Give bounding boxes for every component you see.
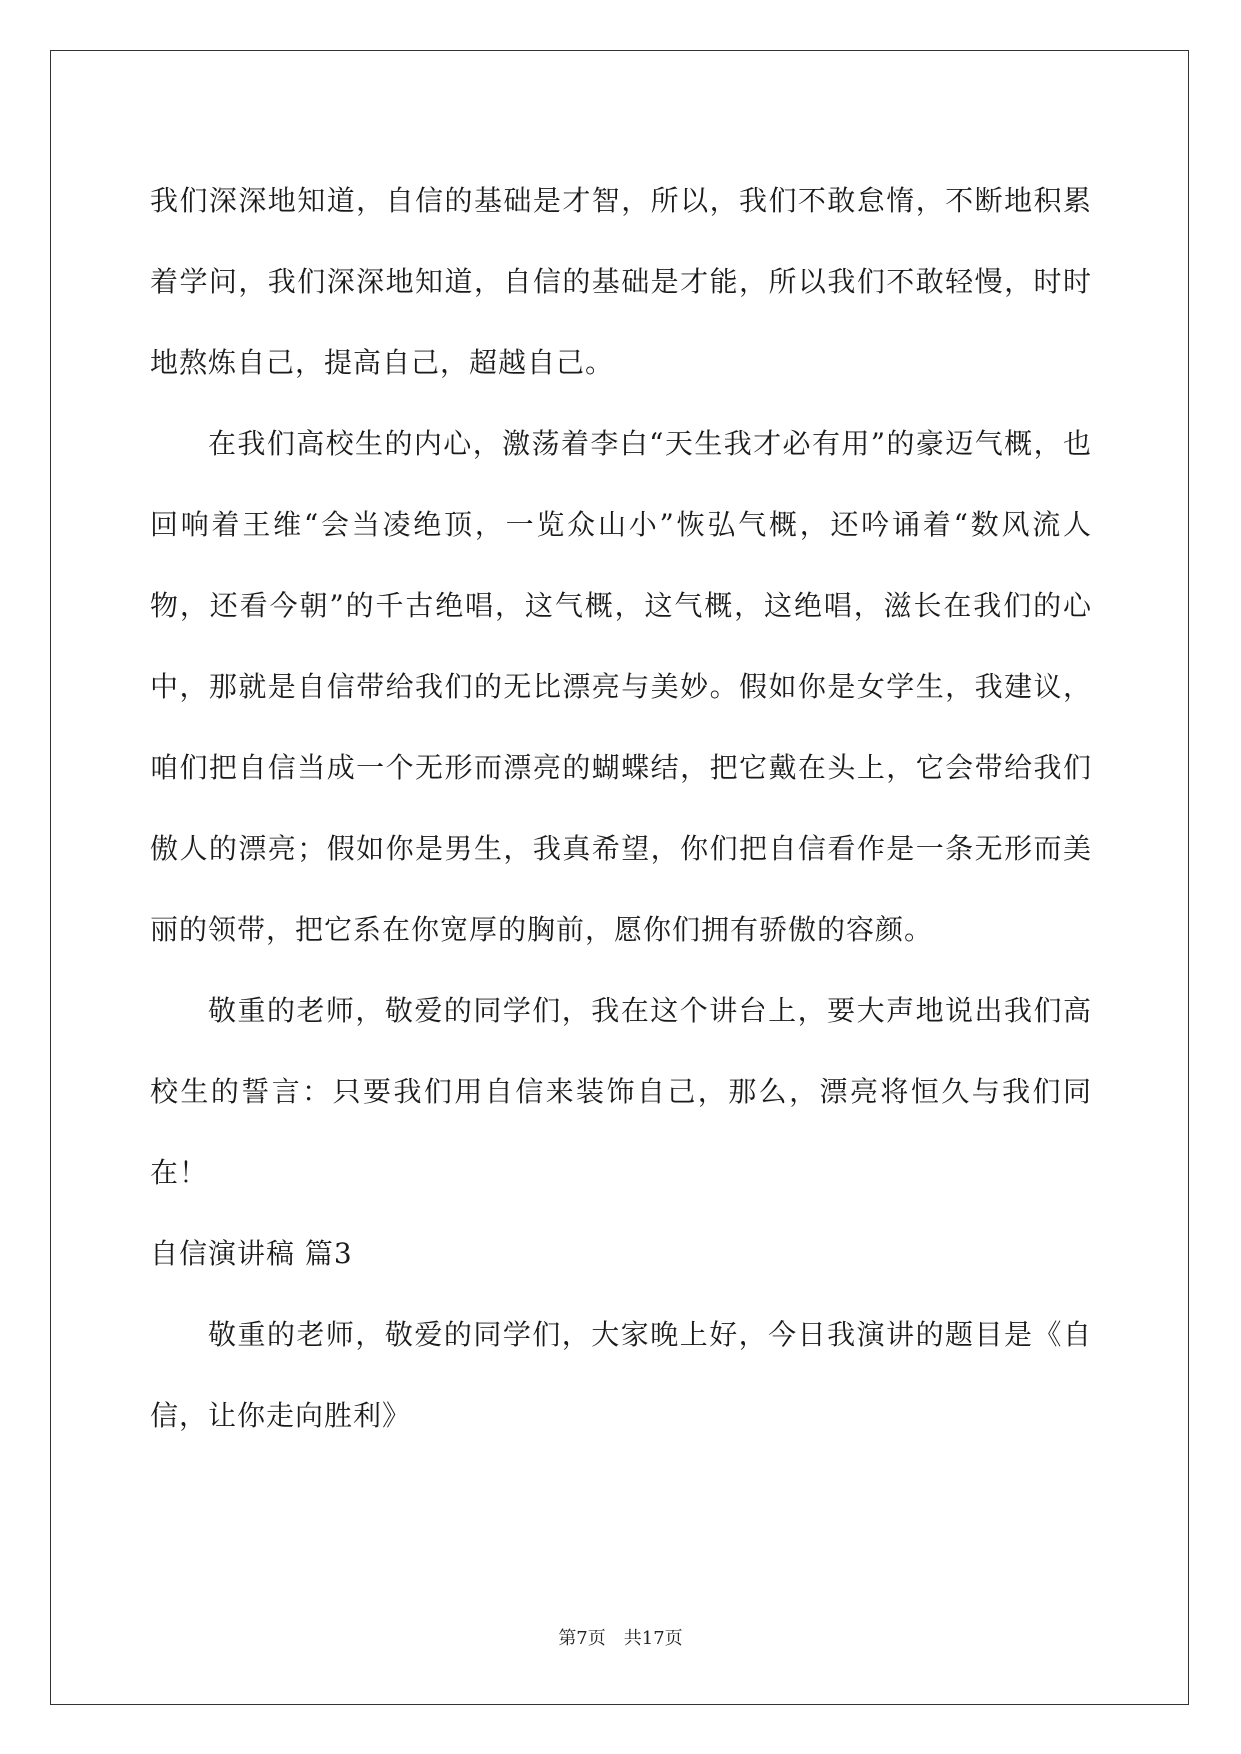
page-footer xyxy=(0,1624,1241,1650)
paragraph-1: 我们深深地知道，自信的基础是才智，所以，我们不敢怠惰，不断地积累着学问，我们深深地知道，自信的基础是才能，所以我们不敢轻慢，时时地熬炼自己，提高自己，超越自己。 xyxy=(150,184,1092,379)
document-body xyxy=(150,160,1092,1456)
page-total: 共17页 xyxy=(623,1628,683,1649)
paragraph-4: 敬重的老师，敬爱的同学们，大家晚上好，今日我演讲的题目是《自信，让你走向胜利》 xyxy=(150,1318,1092,1432)
section-heading: 自信演讲稿 篇3 xyxy=(150,1237,353,1270)
page-number: 第7页 xyxy=(558,1628,606,1649)
paragraph-2: 在我们高校生的内心，激荡着李白“天生我才必有用”的豪迈气概，也回响着王维“会当凌绝顶，一览众山小”恢弘气概，还吟诵着“数风流人物，还看今朝”的千古绝唱，这气概，这气概，这绝唱，滋长在我们的心中，那就是自信带给我们的无比漂亮与美妙。假如你是女学生，我建议，咱们把自信当成一个无形而漂亮的蝴蝶结，把它戴在头上，它会带给我们傲人的漂亮；假如你是男生，我真希望，你们把自信看作是一条无形而美丽的领带，把它系在你宽厚的胸前，愿你们拥有骄傲的容颜。 xyxy=(150,427,1092,946)
paragraph-3: 敬重的老师，敬爱的同学们，我在这个讲台上，要大声地说出我们高校生的誓言：只要我们用自信来装饰自己，那么，漂亮将恒久与我们同在！ xyxy=(150,994,1092,1189)
